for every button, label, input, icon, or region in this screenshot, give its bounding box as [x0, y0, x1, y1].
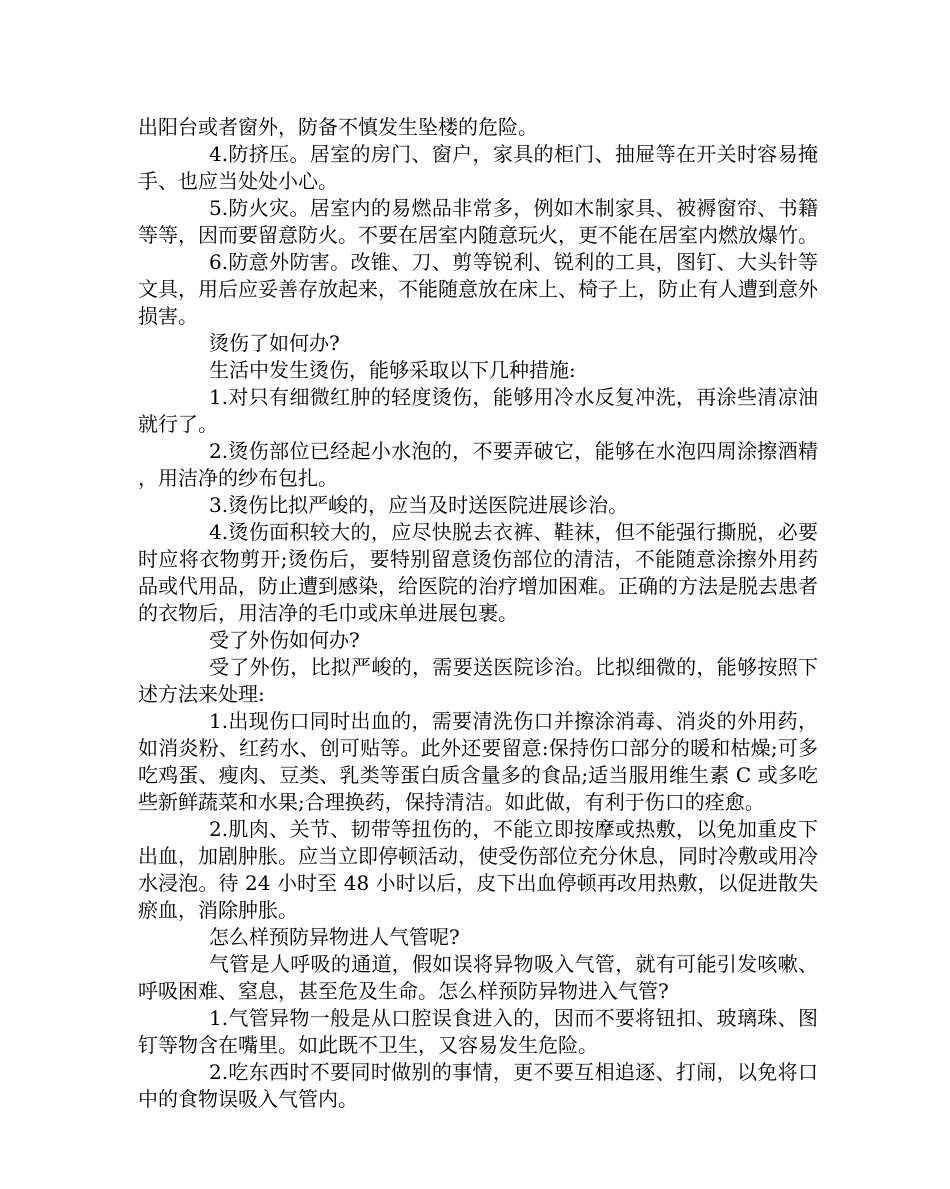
paragraph-foreign-body-1: 1.气管异物一般是从口腔误食进入的，因而不要将钮扣、玻璃珠、图钉等物含在嘴里。如此既不卫生，又容易发生危险。 [138, 1006, 818, 1057]
paragraph-foreign-body-intro: 气管是人呼吸的通道，假如误将异物吸入气管，就有可能引发咳嗽、呼吸困难、窒息，甚至危及生命。怎么样预防异物进入气管? [138, 952, 818, 1003]
heading-foreign-body: 怎么样预防异物进人气管呢? [209, 925, 460, 949]
heading-burns: 烫伤了如何办? [209, 331, 340, 355]
paragraph-anti-pinch: 4.防挤压。居室的房门、窗户，家具的柜门、抽屉等在开关时容易掩手、也应当处处小心。 [138, 142, 818, 193]
paragraph-injuries-2: 2.肌肉、关节、韧带等扭伤的，不能立即按摩或热敷，以免加重皮下出血，加剧肿胀。应当立即停顿活动，使受伤部位充分休息，同时冷敷或用冷水浸泡。待 24 小时至 48 小时以后，皮下出血停顿再改用热敷，以促进散失瘀血，消除肿胀。 [138, 817, 818, 922]
paragraph-burns-intro: 生活中发生烫伤，能够采取以下几种措施: [209, 358, 576, 382]
paragraph-injuries-intro: 受了外伤，比拟严峻的，需要送医院诊治。比拟细微的，能够按照下述方法来处理: [138, 655, 818, 706]
paragraph-burns-3: 3.烫伤比拟严峻的，应当及时送医院进展诊治。 [209, 493, 629, 517]
paragraph-injuries-1: 1.出现伤口同时出血的，需要清洗伤口并擦涂消毒、消炎的外用药，如消炎粉、红药水、创可贴等。此外还要留意:保持伤口部分的暖和枯燥;可多吃鸡蛋、瘦肉、豆类、乳类等蛋白质含量多的食品;适当服用维生素 C 或多吃些新鲜蔬菜和水果;合理换药，保持清洁。如此做，有利于伤口的痊愈。 [138, 709, 818, 814]
paragraph-fall-prevention-end: 出阳台或者窗外，防备不慎发生坠楼的危险。 [138, 115, 538, 139]
paragraph-burns-4: 4.烫伤面积较大的，应尽快脱去衣裤、鞋袜，但不能强行撕脱，必要时应将衣物剪开;烫伤后，要特别留意烫伤部位的清洁，不能随意涂擦外用药品或代用品，防止遭到感染，给医院的治疗增加困难。正确的方法是脱去患者的衣物后，用洁净的毛巾或床单进展包裹。 [138, 520, 818, 625]
paragraph-accident-prevention: 6.防意外防害。改锥、刀、剪等锐利、锐利的工具，图钉、大头针等文具，用后应妥善存放起来，不能随意放在床上、椅子上，防止有人遭到意外损害。 [138, 250, 818, 328]
paragraph-fire-prevention: 5.防火灾。居室内的易燃品非常多，例如木制家具、被褥窗帘、书籍等等，因而要留意防火。不要在居室内随意玩火，更不能在居室内燃放爆竹。 [138, 196, 818, 247]
paragraph-burns-2: 2.烫伤部位已经起小水泡的，不要弄破它，能够在水泡四周涂擦酒精，用洁净的纱布包扎。 [138, 439, 818, 490]
paragraph-burns-1: 1.对只有细微红肿的轻度烫伤，能够用冷水反复冲洗，再涂些清凉油就行了。 [138, 385, 818, 436]
paragraph-foreign-body-2: 2.吃东西时不要同时做别的事情，更不要互相追逐、打闹，以免将口中的食物误吸入气管内。 [138, 1060, 818, 1111]
heading-injuries: 受了外伤如何办? [209, 628, 360, 652]
document-page [138, 114, 818, 1113]
